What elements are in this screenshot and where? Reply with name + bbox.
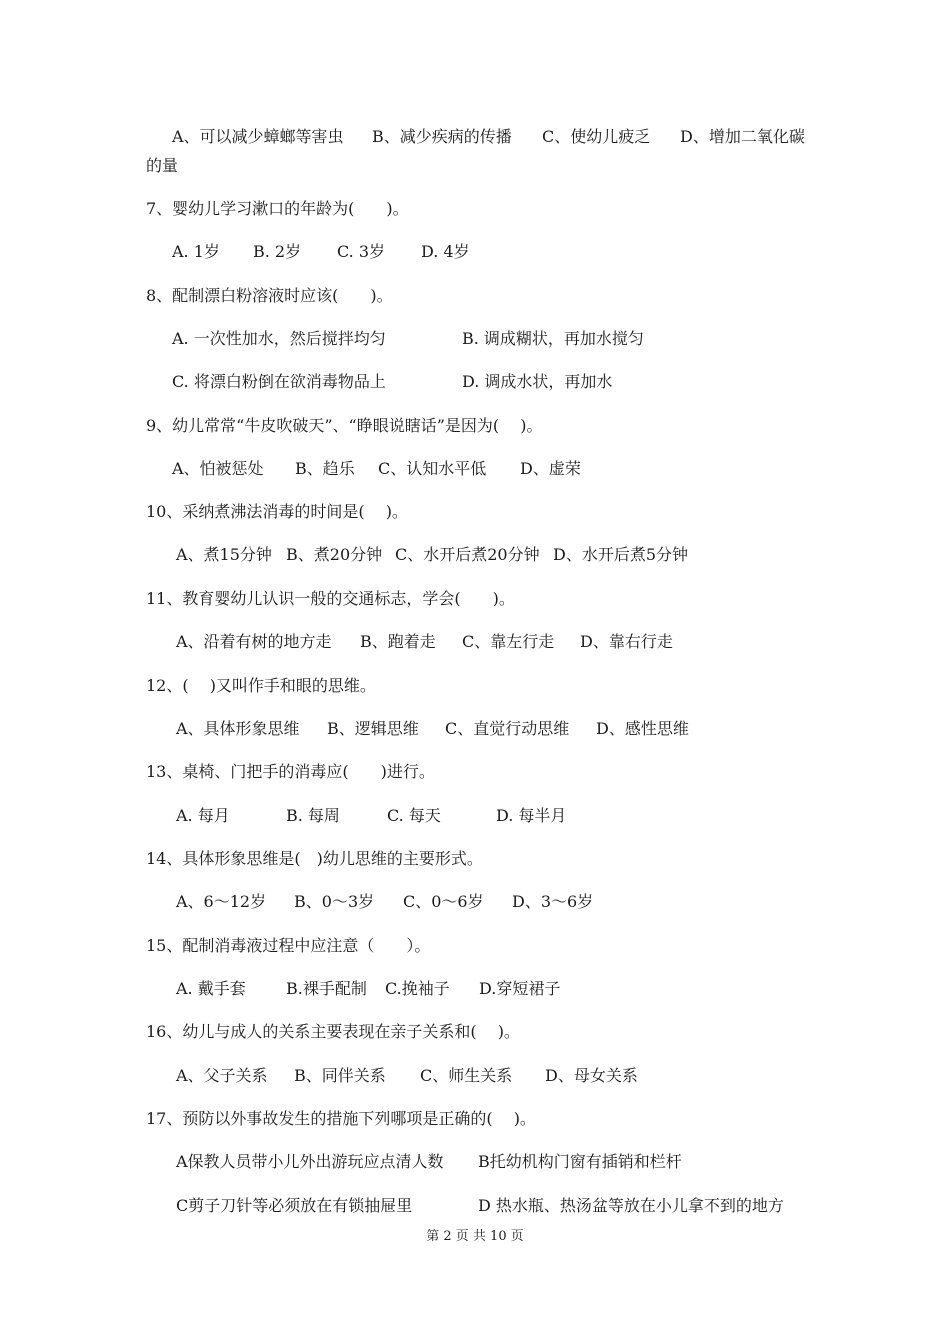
- option-c: C、认知水平低: [378, 459, 487, 478]
- question-stem: 17、预防以外事故发生的措施下列哪项是正确的( )。: [146, 1109, 536, 1128]
- option-a: A、父子关系: [176, 1066, 268, 1085]
- question-stem: 12、( )又叫作手和眼的思维。: [146, 676, 376, 695]
- option-d: D、母女关系: [545, 1066, 638, 1085]
- option-b: B. 2岁: [253, 242, 302, 261]
- option-a: A. 一次性加水，然后搅拌均匀: [172, 329, 386, 348]
- option-a: A、怕被惩处: [172, 459, 264, 478]
- option-d: D. 调成水状，再加水: [462, 372, 613, 391]
- option-row: [0, 329, 950, 349]
- option-c: C、使幼儿疲乏: [542, 127, 651, 146]
- option-d: D、虚荣: [520, 459, 581, 478]
- option-b: B托幼机构门窗有插销和栏杆: [478, 1152, 682, 1171]
- option-b: B、0～3岁: [294, 892, 375, 911]
- option-row: [0, 459, 950, 479]
- option-c: C、直觉行动思维: [445, 719, 570, 738]
- option-row: [0, 1066, 950, 1086]
- option-b: B.裸手配制: [286, 979, 367, 998]
- option-row: [0, 545, 950, 565]
- option-c: C.挽袖子: [385, 979, 450, 998]
- option-row: [0, 242, 950, 262]
- option-c: C、0～6岁: [403, 892, 484, 911]
- option-d: D 热水瓶、热汤盆等放在小儿拿不到的地方: [478, 1196, 784, 1215]
- option-c: C、靠左行走: [462, 632, 555, 651]
- option-c: C、水开后煮20分钟: [395, 545, 540, 564]
- option-row: [0, 632, 950, 652]
- option-c: C、师生关系: [420, 1066, 513, 1085]
- question-stem: 13、桌椅、门把手的消毒应( )进行。: [146, 762, 435, 781]
- option-b: B、煮20分钟: [286, 545, 383, 564]
- option-d: D、水开后煮5分钟: [553, 545, 689, 564]
- option-c: C. 将漂白粉倒在欲消毒物品上: [172, 372, 386, 391]
- question-stem: 11、教育婴幼儿认识一般的交通标志，学会( )。: [146, 589, 515, 608]
- option-d: D. 每半月: [496, 806, 567, 825]
- option-row: [0, 1196, 950, 1216]
- option-a: A保教人员带小儿外出游玩应点清人数: [176, 1152, 444, 1171]
- option-row: [0, 127, 950, 147]
- option-a: A、具体形象思维: [176, 719, 300, 738]
- option-row: [0, 1152, 950, 1172]
- option-d: D、感性思维: [596, 719, 689, 738]
- question-stem: 16、幼儿与成人的关系主要表现在亲子关系和( )。: [146, 1022, 520, 1041]
- option-b: B、跑着走: [360, 632, 436, 651]
- option-row: [0, 372, 950, 392]
- option-row: [0, 892, 950, 912]
- option-d: D、3～6岁: [512, 892, 594, 911]
- option-a: A、沿着有树的地方走: [176, 632, 332, 651]
- question-stem: 10、采纳煮沸法消毒的时间是( )。: [146, 502, 408, 521]
- option-row: [0, 806, 950, 826]
- question-stem: 8、配制漂白粉溶液时应该( )。: [146, 286, 393, 305]
- option-a: A. 1岁: [172, 242, 220, 261]
- option-row: [0, 719, 950, 739]
- option-a: A、可以减少蟑螂等害虫: [172, 127, 344, 146]
- option-a: A、煮15分钟: [176, 545, 272, 564]
- question-stem: 14、具体形象思维是( )幼儿思维的主要形式。: [146, 849, 483, 868]
- option-d: D.穿短裙子: [479, 979, 561, 998]
- option-a: A. 戴手套: [176, 979, 246, 998]
- option-row: [0, 979, 950, 999]
- question-stem: 7、婴幼儿学习漱口的年龄为( )。: [146, 199, 409, 218]
- option-b: B. 每周: [286, 806, 340, 825]
- option-b: B、同伴关系: [294, 1066, 386, 1085]
- option-b: B、逻辑思维: [327, 719, 419, 738]
- option-d: D、靠右行走: [580, 632, 673, 651]
- option-wrap-text: 的量: [146, 156, 179, 175]
- option-c: C剪子刀针等必须放在有锁抽屉里: [176, 1196, 413, 1215]
- option-b: B. 调成糊状，再加水搅匀: [462, 329, 644, 348]
- option-a: A、6～12岁: [176, 892, 267, 911]
- page-number: 第 2 页 共 10 页: [426, 1229, 524, 1244]
- question-stem: 9、幼儿常常“牛皮吹破天”、“睁眼说瞎话”是因为( )。: [146, 416, 543, 435]
- option-a: A. 每月: [176, 806, 230, 825]
- option-d: D、增加二氧化碳: [680, 127, 805, 146]
- option-b: B、减少疾病的传播: [372, 127, 512, 146]
- option-b: B、趋乐: [295, 459, 355, 478]
- question-stem: 15、配制消毒液过程中应注意（ ）。: [146, 936, 431, 955]
- option-c: C. 3岁: [337, 242, 386, 261]
- option-c: C. 每天: [387, 806, 441, 825]
- option-d: D. 4岁: [421, 242, 470, 261]
